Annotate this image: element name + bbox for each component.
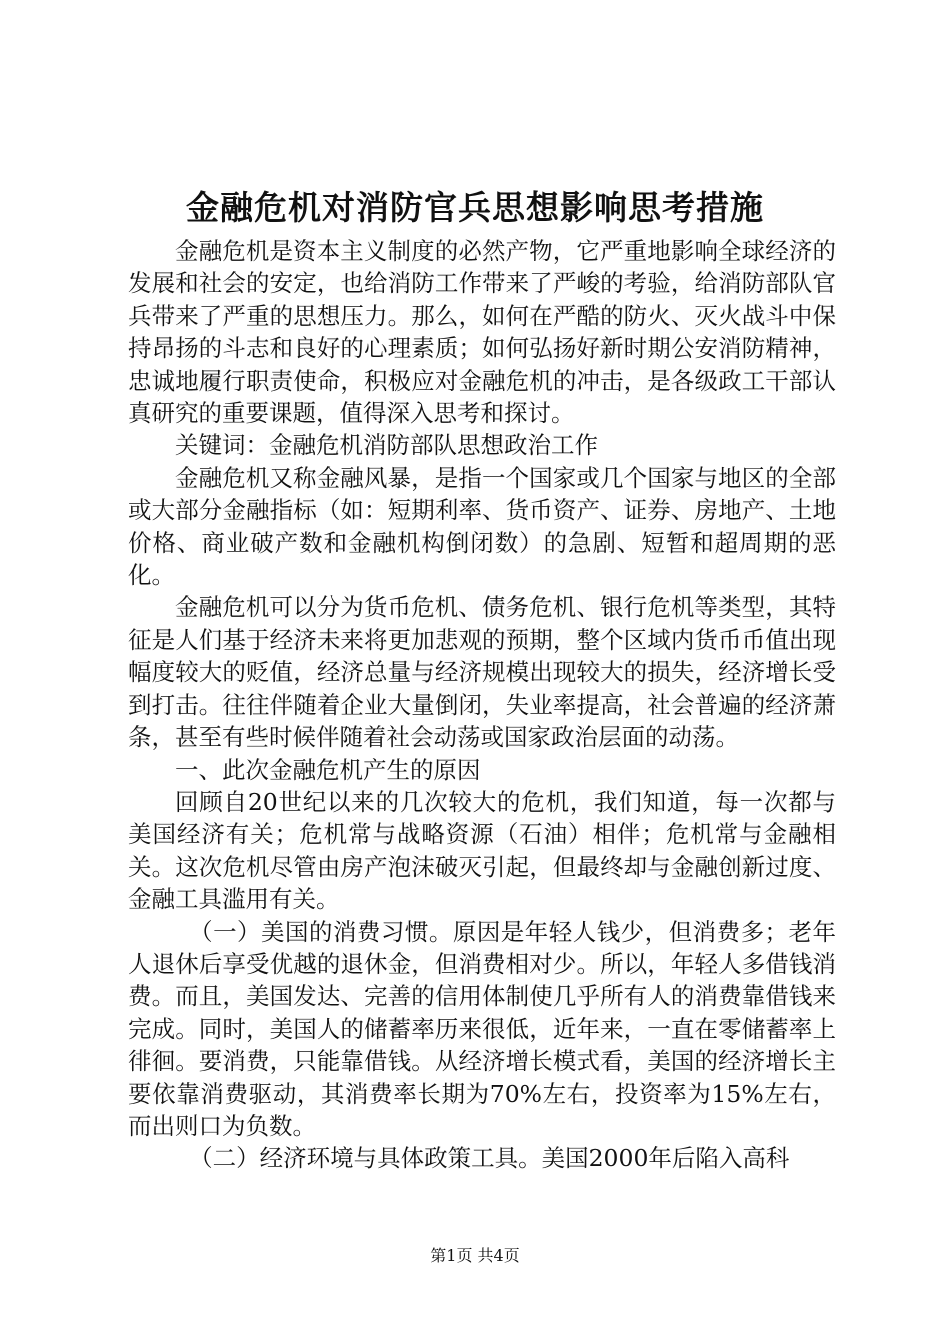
paragraph-consumption: （一）美国的消费习惯。原因是年轻人钱少，但消费多；老年人退休后享受优越的退休金，但消费相对少。所以，年轻人多借钱消费。而且，美国发达、完善的信用体制使几乎所有人的消费靠借钱来完成。同时，美国人的储蓄率历来很低，近年来，一直在零储蓄率上徘徊。要消费，只能靠借钱。从经济增长模式看，美国的经济增长主要依靠消费驱动，其消费率长期为70%左右，投资率为15%左右，而出则口为负数。 xyxy=(128,917,836,1140)
paragraph-keywords: 关键词：金融危机消防部队思想政治工作 xyxy=(175,431,598,460)
paragraph-definition: 金融危机又称金融风暴，是指一个国家或几个国家与地区的全部或大部分金融指标（如：短期利率、货币资产、证券、房地产、土地价格、商业破产数和金融机构倒闭数）的急剧、短暂和超周期的恶化。 xyxy=(128,463,836,590)
document-body xyxy=(128,235,836,1175)
paragraph-types: 金融危机可以分为货币危机、债务危机、银行危机等类型，其特征是人们基于经济未来将更加悲观的预期，整个区域内货币币值出现幅度较大的贬值，经济总量与经济规模出现较大的损失，经济增长受到打击。往往伴随着企业大量倒闭，失业率提高，社会普遍的经济萧条，甚至有些时候伴随着社会动荡或国家政治层面的动荡。 xyxy=(128,593,836,752)
page-footer: 第1页 共4页 xyxy=(430,1246,520,1265)
document-title: 金融危机对消防官兵思想影响思考措施 xyxy=(186,188,764,227)
paragraph-policy: （二）经济环境与具体政策工具。美国2000年后陷入高科 xyxy=(189,1144,790,1173)
paragraph-review: 回顾自20世纪以来的几次较大的危机，我们知道，每一次都与美国经济有关；危机常与战略资源（石油）相伴；危机常与金融相关。这次危机尽管由房产泡沫破灭引起，但最终却与金融创新过度、金融工具滥用有关。 xyxy=(128,787,836,914)
paragraph-intro: 金融危机是资本主义制度的必然产物，它严重地影响全球经济的发展和社会的安定，也给消防工作带来了严峻的考验，给消防部队官兵带来了严重的思想压力。那么，如何在严酷的防火、灭火战斗中保持昂扬的斗志和良好的心理素质；如何弘扬好新时期公安消防精神，忠诚地履行职责使命，积极应对金融危机的冲击，是各级政工干部认真研究的重要课题，值得深入思考和探讨。 xyxy=(128,237,836,428)
section-heading-causes: 一、此次金融危机产生的原因 xyxy=(175,755,481,784)
